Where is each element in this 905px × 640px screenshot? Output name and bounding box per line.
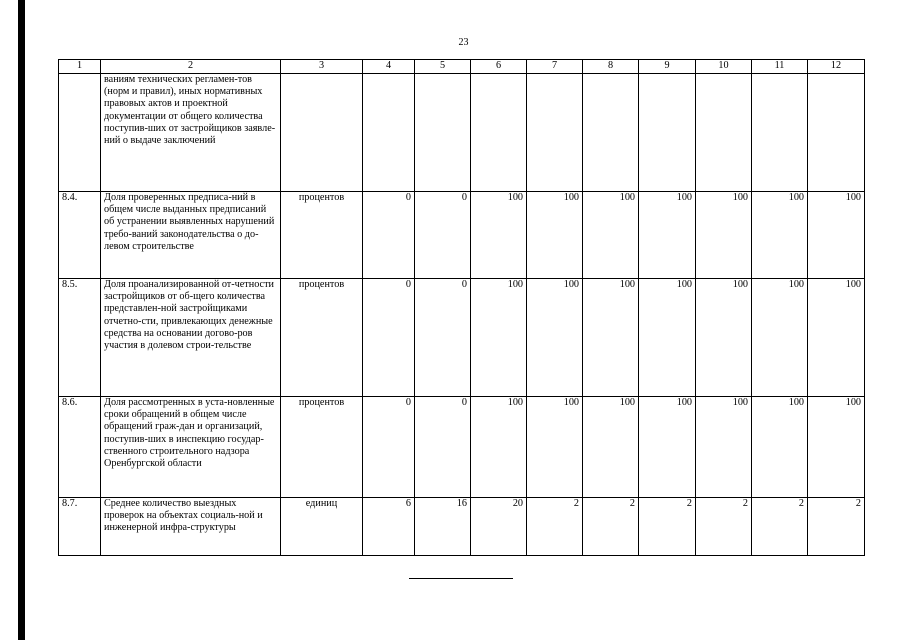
indicator-name: Доля рассмотренных в уста-новленные сроки обращений в общем числе обращений граж-дан и организаций, поступив-ших в инспекцию государ-ственного строительного надзора Оренбургской области bbox=[101, 397, 281, 498]
header-cell: 4 bbox=[363, 60, 415, 74]
table-row bbox=[59, 279, 865, 397]
unit-cell: единиц bbox=[281, 498, 363, 556]
row-number: 8.4. bbox=[59, 192, 101, 279]
value-cell: 20 bbox=[471, 498, 527, 556]
value-cell: 100 bbox=[752, 397, 808, 498]
value-cell bbox=[471, 74, 527, 192]
unit-cell: процентов bbox=[281, 397, 363, 498]
value-cell: 100 bbox=[808, 192, 865, 279]
value-cell bbox=[363, 74, 415, 192]
value-cell: 100 bbox=[583, 279, 639, 397]
value-cell bbox=[527, 74, 583, 192]
value-cell: 100 bbox=[639, 397, 696, 498]
value-cell: 100 bbox=[471, 192, 527, 279]
value-cell: 100 bbox=[527, 397, 583, 498]
value-cell: 2 bbox=[583, 498, 639, 556]
row-number: 8.7. bbox=[59, 498, 101, 556]
value-cell bbox=[583, 74, 639, 192]
header-cell: 1 bbox=[59, 60, 101, 74]
value-cell bbox=[415, 74, 471, 192]
value-cell: 0 bbox=[363, 279, 415, 397]
table-row bbox=[59, 397, 865, 498]
value-cell: 100 bbox=[639, 279, 696, 397]
value-cell: 0 bbox=[415, 192, 471, 279]
value-cell: 100 bbox=[471, 279, 527, 397]
header-cell: 6 bbox=[471, 60, 527, 74]
header-cell: 5 bbox=[415, 60, 471, 74]
header-cell: 12 bbox=[808, 60, 865, 74]
value-cell: 2 bbox=[808, 498, 865, 556]
value-cell: 100 bbox=[696, 279, 752, 397]
value-cell: 100 bbox=[752, 279, 808, 397]
value-cell bbox=[808, 74, 865, 192]
value-cell: 100 bbox=[527, 192, 583, 279]
value-cell bbox=[696, 74, 752, 192]
indicator-name: Доля проанализированной от-четности застройщиков от об-щего количества представлен-ной застройщиками отчетно-сти, привлекающих денежные средства на основании догово-ров участия в долевом строи-тельстве bbox=[101, 279, 281, 397]
unit-cell: процентов bbox=[281, 279, 363, 397]
indicator-name: Среднее количество выездных проверок на объектах социаль-ной и инженерной инфра-структуры bbox=[101, 498, 281, 556]
row-number: 8.6. bbox=[59, 397, 101, 498]
value-cell: 100 bbox=[696, 192, 752, 279]
value-cell: 100 bbox=[752, 192, 808, 279]
header-cell: 2 bbox=[101, 60, 281, 74]
value-cell: 2 bbox=[696, 498, 752, 556]
value-cell: 6 bbox=[363, 498, 415, 556]
header-cell: 9 bbox=[639, 60, 696, 74]
value-cell: 0 bbox=[363, 397, 415, 498]
header-cell: 7 bbox=[527, 60, 583, 74]
table-row bbox=[59, 192, 865, 279]
unit-cell bbox=[281, 74, 363, 192]
header-row bbox=[59, 60, 865, 74]
value-cell: 16 bbox=[415, 498, 471, 556]
value-cell: 100 bbox=[808, 279, 865, 397]
value-cell: 100 bbox=[696, 397, 752, 498]
row-number: 8.5. bbox=[59, 279, 101, 397]
value-cell: 2 bbox=[639, 498, 696, 556]
indicator-name: Доля проверенных предписа-ний в общем числе выданных предписаний об устранении выявленных нарушений требо-ваний законодательства о до-левом строительстве bbox=[101, 192, 281, 279]
page-edge-bar bbox=[18, 0, 25, 640]
value-cell: 100 bbox=[639, 192, 696, 279]
unit-cell: процентов bbox=[281, 192, 363, 279]
indicators-table bbox=[58, 59, 865, 556]
value-cell bbox=[639, 74, 696, 192]
value-cell: 0 bbox=[415, 279, 471, 397]
value-cell: 100 bbox=[583, 397, 639, 498]
header-cell: 3 bbox=[281, 60, 363, 74]
page-number: 23 bbox=[458, 37, 469, 48]
value-cell: 100 bbox=[583, 192, 639, 279]
header-cell: 10 bbox=[696, 60, 752, 74]
value-cell: 100 bbox=[808, 397, 865, 498]
value-cell: 0 bbox=[415, 397, 471, 498]
value-cell: 0 bbox=[363, 192, 415, 279]
value-cell bbox=[752, 74, 808, 192]
value-cell: 2 bbox=[527, 498, 583, 556]
value-cell: 100 bbox=[471, 397, 527, 498]
indicator-name: ваниям технических регламен-тов (норм и правил), иных нормативных правовых актов и проектной документации от общего количества поступив-ших от застройщиков заявле-ний о выдаче заключений bbox=[101, 74, 281, 192]
row-number bbox=[59, 74, 101, 192]
value-cell: 100 bbox=[527, 279, 583, 397]
footer-rule bbox=[409, 578, 513, 579]
header-cell: 11 bbox=[752, 60, 808, 74]
table-row bbox=[59, 498, 865, 556]
table-row bbox=[59, 74, 865, 192]
value-cell: 2 bbox=[752, 498, 808, 556]
header-cell: 8 bbox=[583, 60, 639, 74]
